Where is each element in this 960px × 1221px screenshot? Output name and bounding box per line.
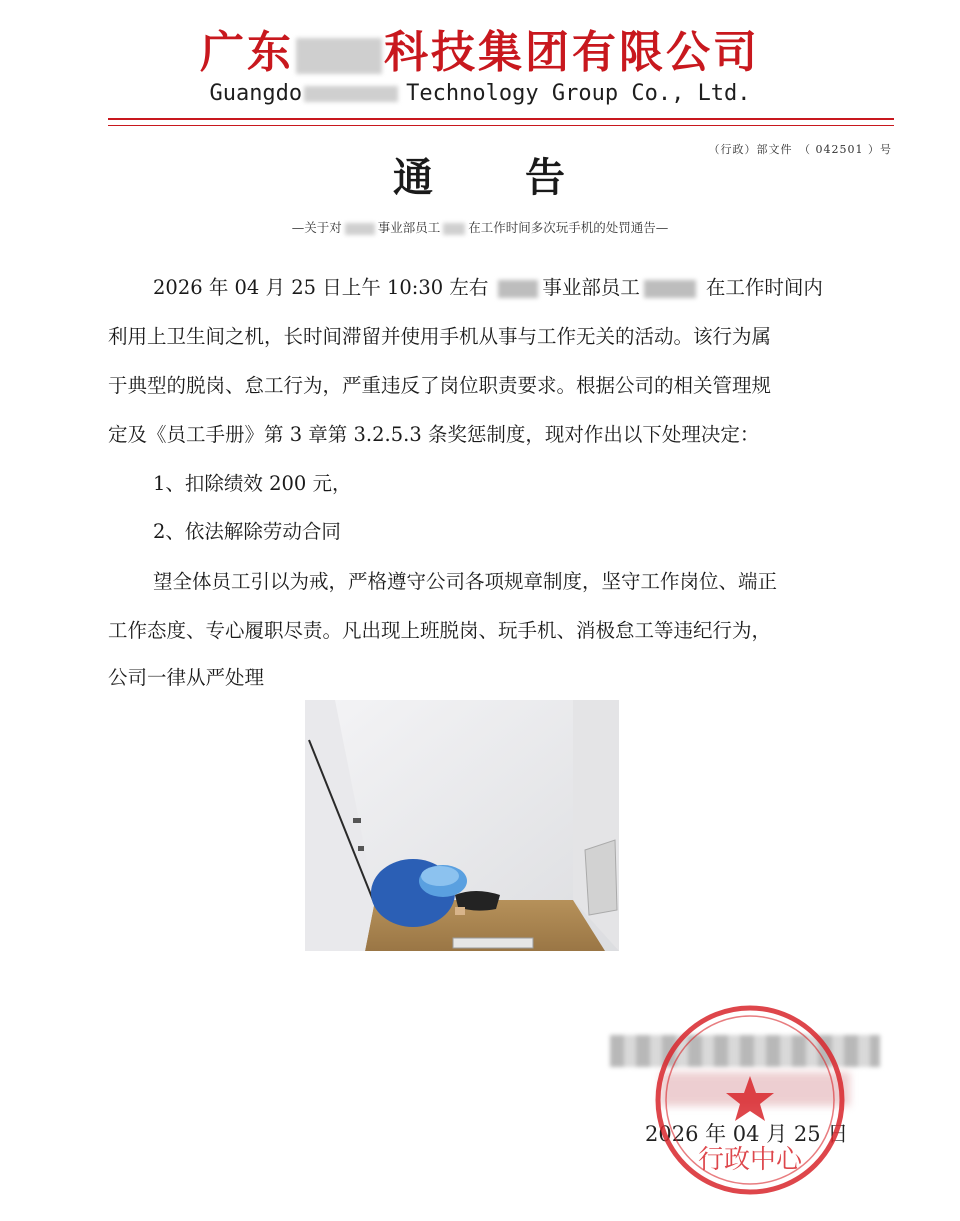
issue-date: 2026 年 04 月 25 日 [645, 1122, 849, 1146]
notice-subtitle [0, 219, 960, 237]
header-rule-thick [108, 118, 894, 120]
closing-line-3: 公司一律从严处理 [108, 666, 265, 689]
decision-item-2: 2、依法解除劳动合同 [153, 520, 341, 543]
company-name-cn-end: 科技集团有限公司 [384, 27, 760, 78]
redacted-company-name [296, 38, 382, 74]
body-line-1 [153, 276, 823, 300]
body-date-time: 2026 年 04 月 25 日上午 10:30 左右 [153, 276, 489, 299]
body-line-4: 定及《员工手册》第 3 章第 3.2.5.3 条奖惩制度，现对作出以下处理决定： [108, 423, 760, 446]
restroom-stall-image [305, 700, 619, 951]
subtitle-part-3: 在工作时间多次玩手机的处罚通告— [468, 220, 669, 235]
redacted-department [345, 223, 375, 235]
document-number: （行政）部文件 （ 042501 ）号 [708, 143, 892, 156]
body-line-2: 利用上卫生间之机，长时间滞留并使用手机从事与工作无关的活动。该行为属 [108, 325, 772, 348]
notice-title [0, 152, 960, 204]
company-name-cn-start: 广东 [200, 27, 294, 78]
body-line-3: 于典型的脱岗、怠工行为，严重违反了岗位职责要求。根据公司的相关管理规 [108, 374, 772, 397]
title-char-2: 告 [525, 154, 567, 201]
closing-line-2: 工作态度、专心履职尽责。凡出现上班脱岗、玩手机、消极怠工等违纪行为， [108, 619, 772, 642]
subtitle-part-1: —关于对 [291, 220, 342, 235]
company-name-en-start: Guangdo [209, 81, 303, 106]
surveillance-photo [305, 700, 619, 951]
decision-item-1: 1、扣除绩效 200 元， [153, 472, 352, 495]
company-name-cn [0, 26, 960, 80]
body-line-1-end: 在工作时间内 [705, 276, 823, 299]
company-name-en-end: Technology Group Co., Ltd. [406, 81, 751, 106]
subtitle-part-2: 事业部员工 [377, 220, 441, 235]
company-name-en [0, 80, 960, 108]
official-seal-icon [650, 1000, 850, 1200]
body-department-label: 事业部员工 [542, 276, 640, 299]
redacted-department [498, 280, 538, 298]
redacted-employee [443, 223, 465, 235]
title-char-1: 通 [393, 154, 435, 201]
closing-line-1: 望全体员工引以为戒，严格遵守公司各项规章制度，坚守工作岗位、端正 [153, 570, 778, 593]
redacted-company-name-en [304, 86, 398, 102]
redacted-employee-name [644, 280, 696, 298]
seal-text: 行政中心 [697, 1145, 803, 1175]
header-rule-thin [108, 125, 894, 126]
